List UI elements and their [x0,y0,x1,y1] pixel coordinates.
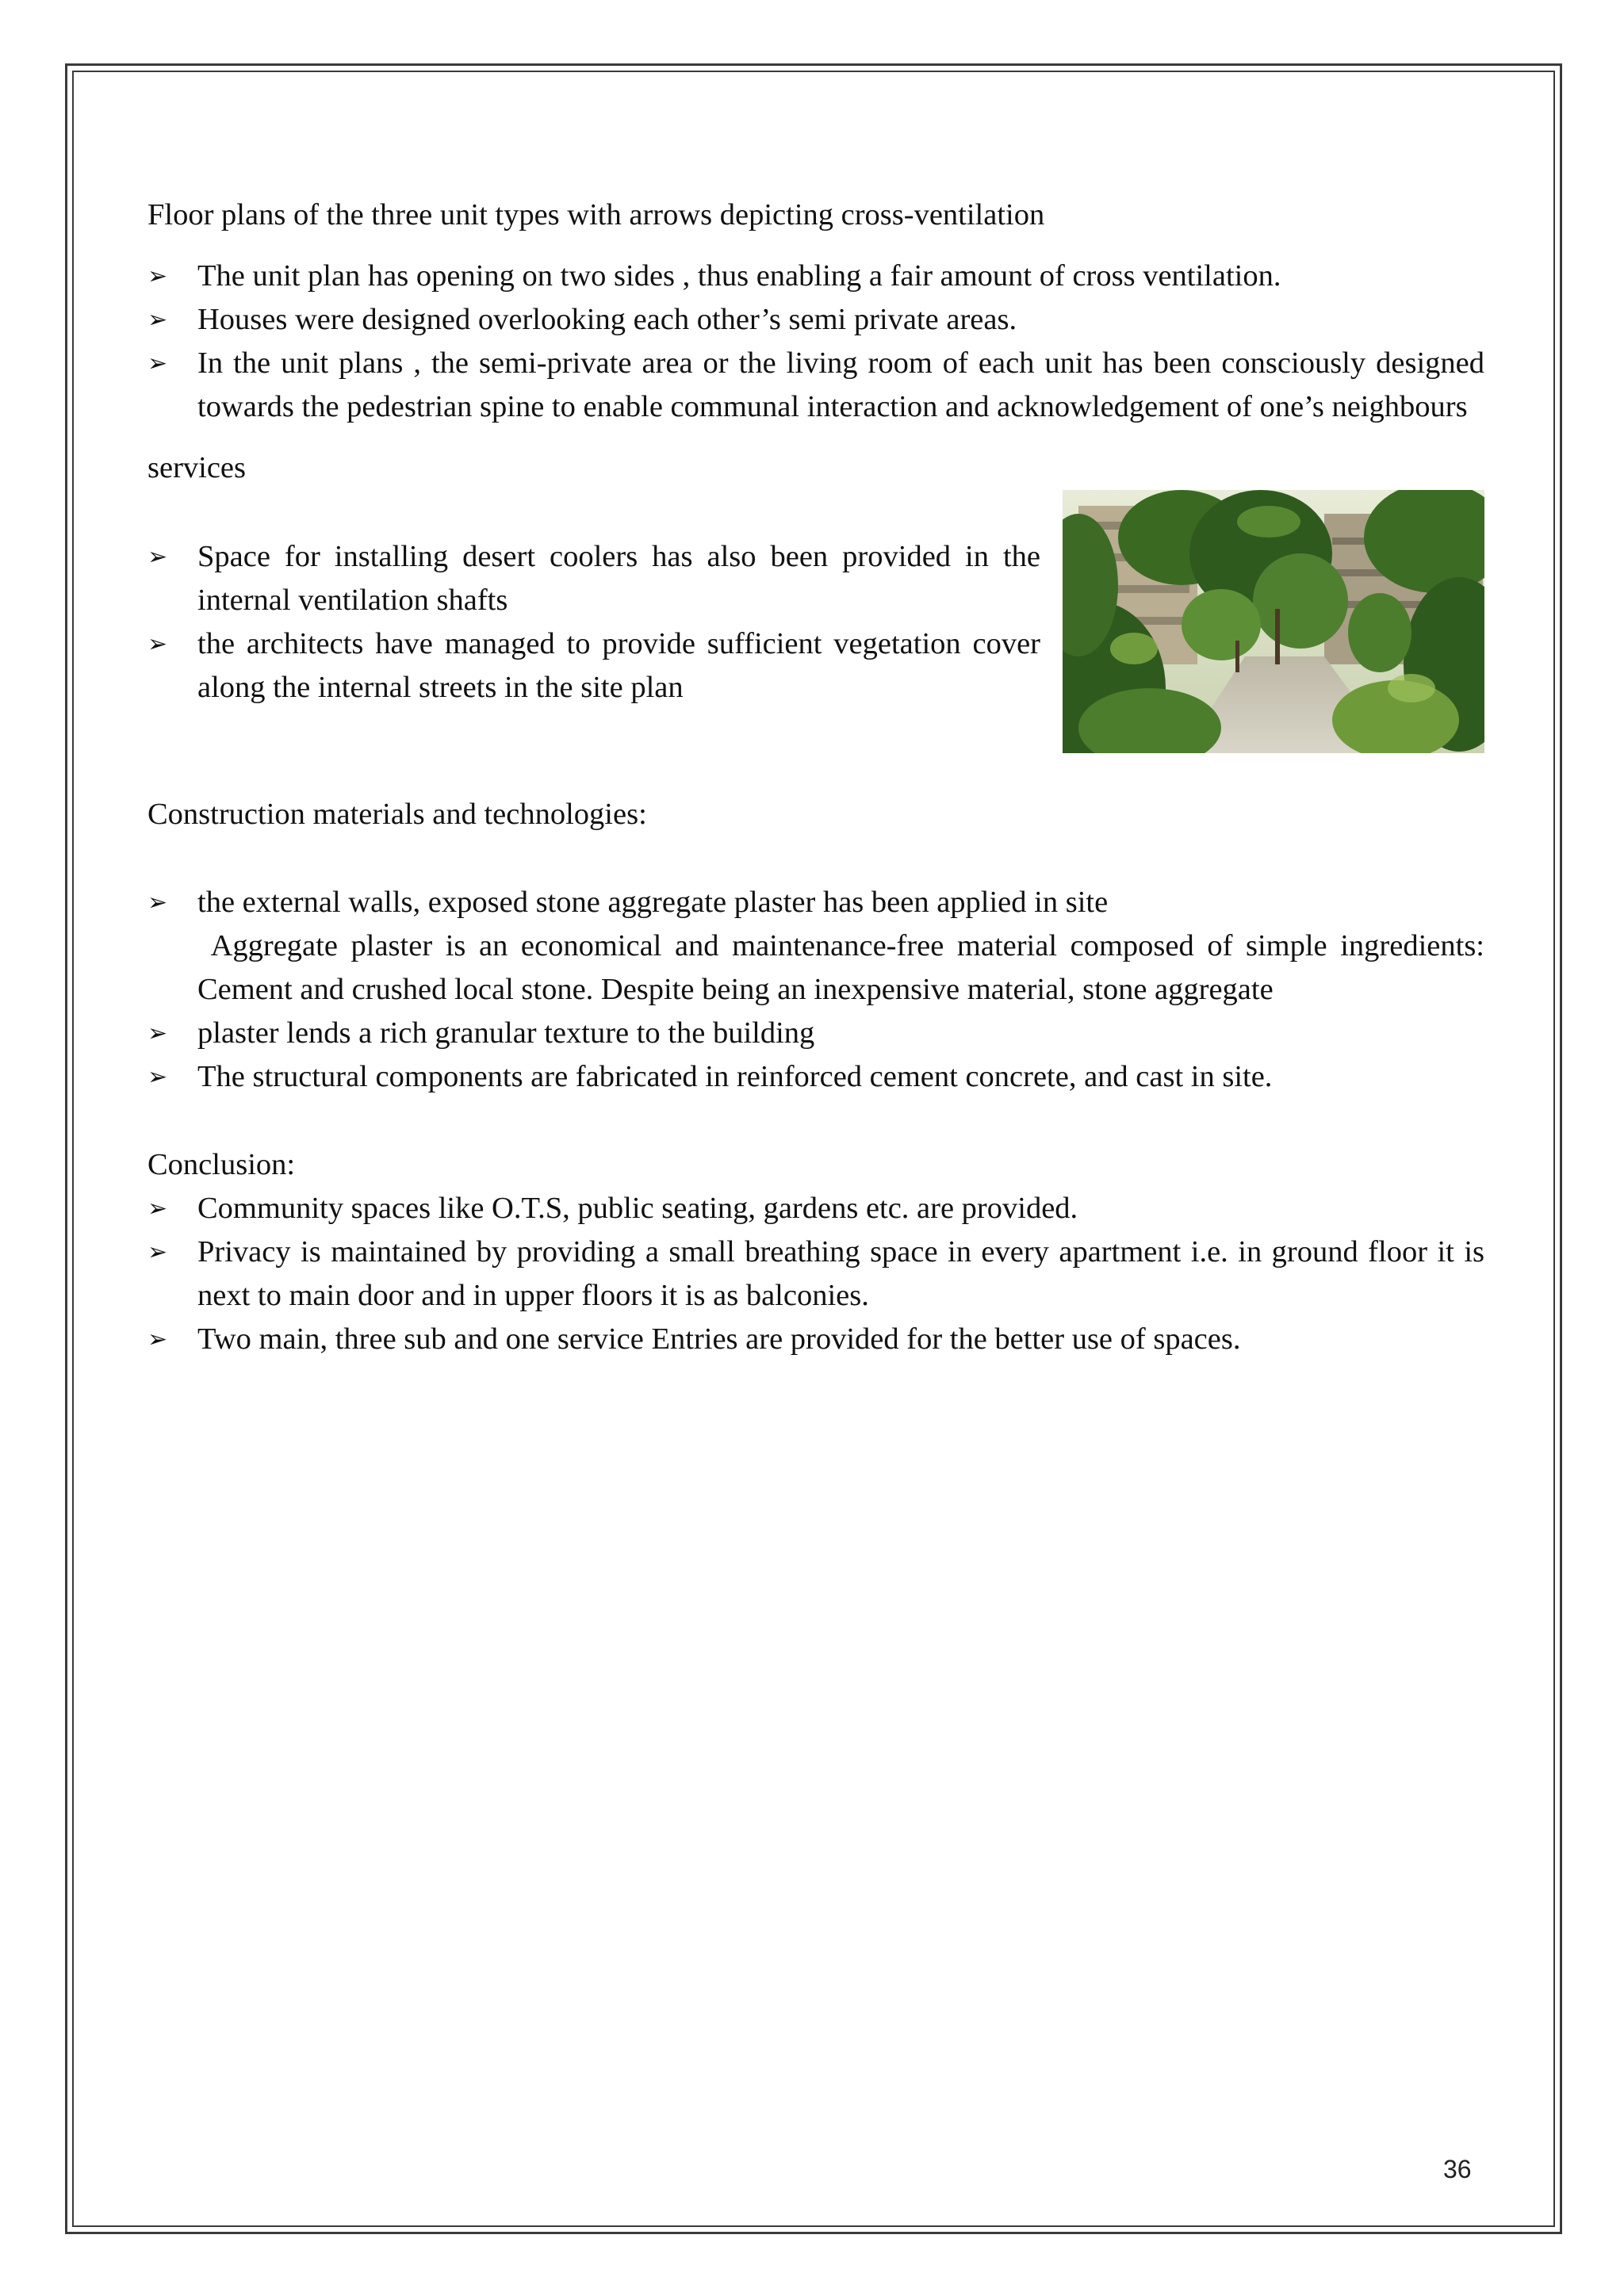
list-item-text: Space for installing desert coolers has also been provided in the internal ventilation shafts [197,540,1040,617]
page-content [147,193,1484,1361]
services-section [147,490,1484,753]
arrow-bullet-icon: ➢ [147,306,168,334]
list-item-text: Community spaces like O.T.S, public seating, gardens etc. are provided. [197,1192,1078,1225]
intro-bullet-list [147,254,1484,429]
arrow-bullet-icon: ➢ [147,1195,168,1223]
list-item [147,342,1484,429]
services-text [147,490,1040,710]
services-bullet-list [147,535,1040,710]
list-item [147,1318,1484,1361]
conclusion-bullet-list [147,1187,1484,1361]
list-item [147,881,1484,924]
list-item-text: The unit plan has opening on two sides , thus enabling a fair amount of cross ventilation. [197,259,1281,293]
list-item-text: Two main, three sub and one service Entries are provided for the better use of spaces. [197,1322,1241,1356]
list-item [147,1012,1484,1055]
construction-bullet-list-2 [147,1012,1484,1099]
list-item [147,622,1040,710]
list-item-text: the external walls, exposed stone aggregate plaster has been applied in site [197,886,1109,919]
arrow-bullet-icon: ➢ [147,350,168,377]
arrow-bullet-icon: ➢ [147,1238,168,1266]
list-item [147,1187,1484,1230]
list-item [147,298,1484,342]
list-item-text: In the unit plans , the semi-private area or the living room of each unit has been consciously designed towards the pedestrian spine to enable communal interaction and acknowledgement of one’s neighbours [197,346,1484,423]
aggregate-plaster-text-content: Aggregate plaster is an economical and maintenance-free material composed of simple ingredients: Cement and crushed local stone. Despite being an inexpensive material, stone aggregate [197,929,1484,1006]
arrow-bullet-icon: ➢ [147,1063,168,1091]
list-item [147,254,1484,298]
services-heading: services [147,451,246,484]
list-item [147,1055,1484,1099]
list-item-text: The structural components are fabricated in reinforced cement concrete, and cast in site. [197,1060,1273,1093]
arrow-bullet-icon: ➢ [147,1326,168,1353]
arrow-bullet-icon: ➢ [147,630,168,658]
arrow-bullet-icon: ➢ [147,889,168,916]
construction-heading: Construction materials and technologies: [147,798,647,831]
page-number: 36 [1443,2155,1472,2183]
aggregate-plaster-text [147,924,1484,1012]
arrow-bullet-icon: ➢ [147,1020,168,1047]
floor-plans-caption: Floor plans of the three unit types with arrows depicting cross-ventilation [147,198,1045,232]
list-item-text: the architects have managed to provide sufficient vegetation cover along the internal streets in the site plan [197,627,1040,704]
list-item [147,535,1040,622]
conclusion-heading: Conclusion: [147,1148,296,1181]
arrow-bullet-icon: ➢ [147,262,168,290]
garden-courtyard-photo [1063,490,1484,753]
list-item-text: plaster lends a rich granular texture to the building [197,1016,815,1050]
list-item-text: Privacy is maintained by providing a small breathing space in every apartment i.e. in ground floor it is next to main door and in upper floors it is as balconies. [197,1235,1484,1312]
list-item [147,1230,1484,1318]
list-item-text: Houses were designed overlooking each other’s semi private areas. [197,303,1017,336]
construction-bullet-list [147,881,1484,924]
arrow-bullet-icon: ➢ [147,543,168,571]
